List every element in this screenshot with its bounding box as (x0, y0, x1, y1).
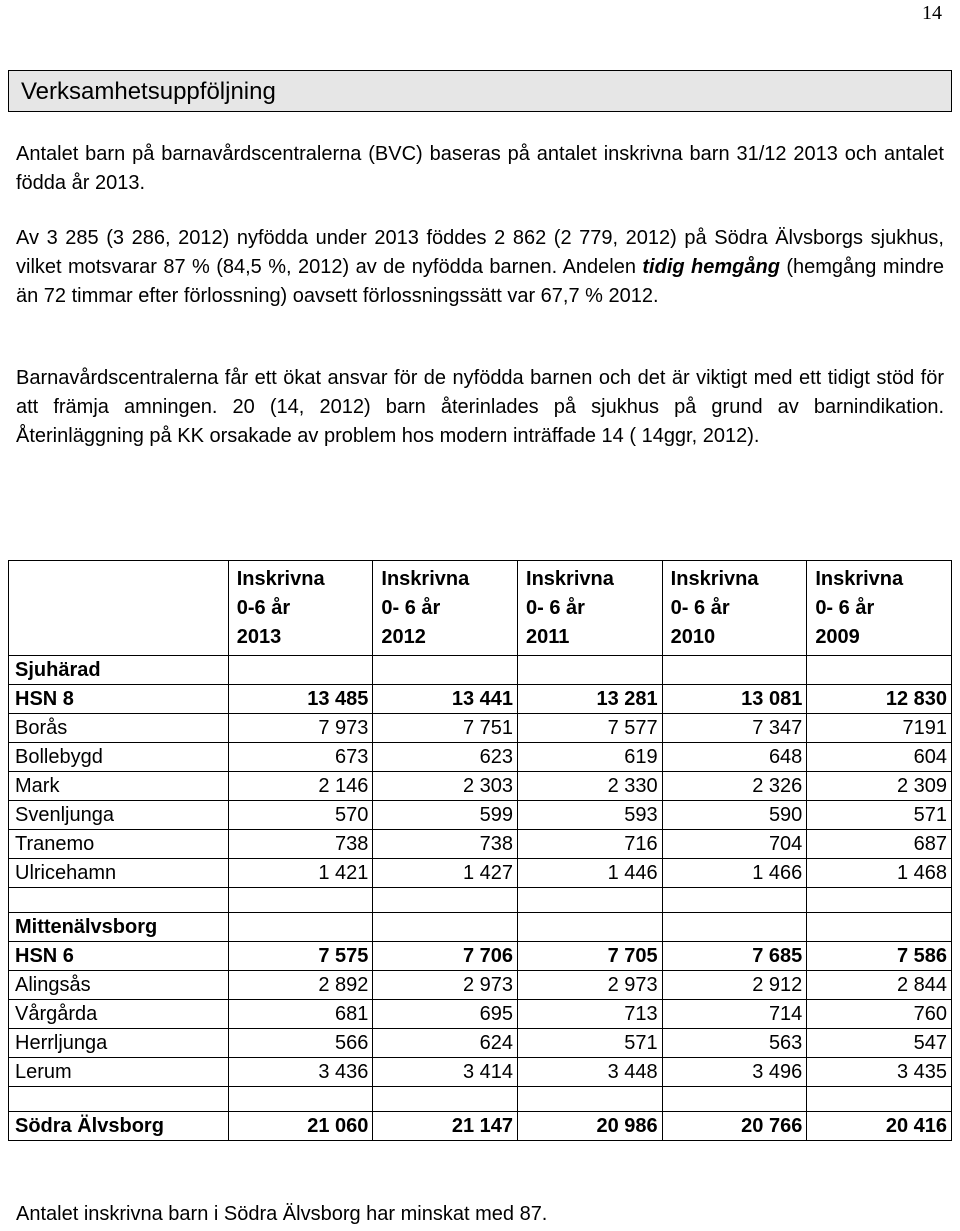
value-cell: 21 060 (228, 1112, 373, 1141)
value-cell: 13 485 (228, 685, 373, 714)
value-cell: 2 844 (807, 971, 952, 1000)
value-cell: 3 436 (228, 1058, 373, 1087)
empty-cell (662, 1087, 807, 1112)
value-cell: 1 427 (373, 859, 518, 888)
table-row (9, 1058, 952, 1087)
table-row (9, 859, 952, 888)
value-cell: 619 (518, 743, 663, 772)
value-cell: 624 (373, 1029, 518, 1058)
value-cell: 760 (807, 1000, 952, 1029)
value-cell: 7 586 (807, 942, 952, 971)
empty-cell (662, 888, 807, 913)
table-header-row (9, 561, 952, 656)
value-cell: 7 973 (228, 714, 373, 743)
enrolled-children-table (8, 560, 952, 1141)
value-cell: 547 (807, 1029, 952, 1058)
value-cell: 20 766 (662, 1112, 807, 1141)
value-cell: 7 751 (373, 714, 518, 743)
empty-cell (662, 913, 807, 942)
group-label: Sjuhärad (9, 656, 229, 685)
paragraph-newborns (16, 224, 944, 311)
value-cell: 2 303 (373, 772, 518, 801)
value-cell: 590 (662, 801, 807, 830)
value-cell: 2 973 (518, 971, 663, 1000)
table-row (9, 772, 952, 801)
row-label-cell: Svenljunga (9, 801, 229, 830)
empty-cell (228, 656, 373, 685)
value-cell: 713 (518, 1000, 663, 1029)
value-cell: 7 705 (518, 942, 663, 971)
paragraph-newborns-emphasis: tidig hemgång (642, 256, 780, 278)
value-cell: 2 973 (373, 971, 518, 1000)
empty-cell (228, 1087, 373, 1112)
row-label-cell: Lerum (9, 1058, 229, 1087)
page-number: 14 (922, 2, 942, 24)
value-cell: 7 347 (662, 714, 807, 743)
group-label: Mittenälvsborg (9, 913, 229, 942)
value-cell: 7191 (807, 714, 952, 743)
value-cell: 7 577 (518, 714, 663, 743)
value-cell: 563 (662, 1029, 807, 1058)
table-row (9, 1000, 952, 1029)
paragraph-bvc-count: Antalet barn på barnavårdscentralerna (BVC) baseras på antalet inskrivna barn 31/12 2013 och antalet födda år 2013. (16, 143, 944, 194)
value-cell: 2 309 (807, 772, 952, 801)
row-label-cell: Bollebygd (9, 743, 229, 772)
value-cell: 681 (228, 1000, 373, 1029)
value-cell: 1 468 (807, 859, 952, 888)
table-row (9, 971, 952, 1000)
value-cell: 1 446 (518, 859, 663, 888)
value-cell: 738 (228, 830, 373, 859)
value-cell: 716 (518, 830, 663, 859)
table-spacer-row (9, 1087, 952, 1112)
value-cell: 13 281 (518, 685, 663, 714)
empty-cell (373, 1087, 518, 1112)
value-cell: 714 (662, 1000, 807, 1029)
group-total-row (9, 685, 952, 714)
group-label-row (9, 656, 952, 685)
row-label-cell: Alingsås (9, 971, 229, 1000)
value-cell: 13 081 (662, 685, 807, 714)
paragraph-newborns-part2: (hemgång mindre än 72 timmar efter förlossning) oavsett förlossningssätt var 67,7 % 2012. (16, 256, 944, 307)
row-label-cell: Borås (9, 714, 229, 743)
row-label-cell: Mark (9, 772, 229, 801)
value-cell: 3 435 (807, 1058, 952, 1087)
value-cell: 623 (373, 743, 518, 772)
value-cell: 13 441 (373, 685, 518, 714)
empty-cell (9, 888, 229, 913)
row-label-cell: Herrljunga (9, 1029, 229, 1058)
table-header-2009: Inskrivna 0- 6 år 2009 (807, 561, 952, 656)
table-header-2013: Inskrivna 0-6 år 2013 (228, 561, 373, 656)
empty-cell (228, 888, 373, 913)
table-row (9, 743, 952, 772)
value-cell: 1 421 (228, 859, 373, 888)
value-cell: 566 (228, 1029, 373, 1058)
empty-cell (518, 913, 663, 942)
table-row (9, 714, 952, 743)
section-heading: Verksamhetsuppföljning (21, 78, 276, 105)
value-cell: 2 912 (662, 971, 807, 1000)
value-cell: 2 326 (662, 772, 807, 801)
value-cell: 738 (373, 830, 518, 859)
value-cell: 570 (228, 801, 373, 830)
table-header-blank (9, 561, 229, 656)
empty-cell (373, 888, 518, 913)
empty-cell (807, 913, 952, 942)
value-cell: 695 (373, 1000, 518, 1029)
value-cell: 12 830 (807, 685, 952, 714)
empty-cell (518, 656, 663, 685)
footer-note: Antalet inskrivna barn i Södra Älvsborg har minskat med 87. (16, 1203, 548, 1225)
value-cell: 21 147 (373, 1112, 518, 1141)
table-header-2011: Inskrivna 0- 6 år 2011 (518, 561, 663, 656)
value-cell: 1 466 (662, 859, 807, 888)
empty-cell (518, 888, 663, 913)
value-cell: 571 (807, 801, 952, 830)
value-cell: 704 (662, 830, 807, 859)
value-cell: 571 (518, 1029, 663, 1058)
empty-cell (373, 656, 518, 685)
group-label-row (9, 913, 952, 942)
row-label-cell: Södra Älvsborg (9, 1112, 229, 1141)
value-cell: 7 706 (373, 942, 518, 971)
section-heading-box (8, 70, 952, 112)
table-header-2012: Inskrivna 0- 6 år 2012 (373, 561, 518, 656)
value-cell: 648 (662, 743, 807, 772)
value-cell: 3 496 (662, 1058, 807, 1087)
value-cell: 687 (807, 830, 952, 859)
value-cell: 2 330 (518, 772, 663, 801)
value-cell: 673 (228, 743, 373, 772)
row-label-cell: Vårgårda (9, 1000, 229, 1029)
paragraph-bvc-responsibility: Barnavårdscentralerna får ett ökat ansvar för de nyfödda barnen och det är viktigt med ett tidigt stöd för att främja amningen. 20 (14, 2012) barn återinlades på sjukhus på grund av barnindikation. Återinläggning på KK orsakade av problem hos modern inträffade 14 ( 14ggr, 2012). (16, 367, 944, 447)
value-cell: 3 414 (373, 1058, 518, 1087)
row-label-cell: Tranemo (9, 830, 229, 859)
value-cell: 599 (373, 801, 518, 830)
grand-total-row (9, 1112, 952, 1141)
empty-cell (807, 656, 952, 685)
value-cell: 2 892 (228, 971, 373, 1000)
value-cell: 7 575 (228, 942, 373, 971)
empty-cell (9, 1087, 229, 1112)
empty-cell (807, 888, 952, 913)
empty-cell (807, 1087, 952, 1112)
row-label-cell: Ulricehamn (9, 859, 229, 888)
group-total-row (9, 942, 952, 971)
value-cell: 2 146 (228, 772, 373, 801)
value-cell: 3 448 (518, 1058, 663, 1087)
empty-cell (662, 656, 807, 685)
table-header-2010: Inskrivna 0- 6 år 2010 (662, 561, 807, 656)
table-row (9, 830, 952, 859)
value-cell: 604 (807, 743, 952, 772)
value-cell: 20 416 (807, 1112, 952, 1141)
paragraph-newborns-part1: Av 3 285 (3 286, 2012) nyfödda under 2013 föddes 2 862 (2 779, 2012) på Södra Älvsborgs sjukhus, vilket motsvarar 87 % (84,5 %, 2012) av de nyfödda barnen. Andelen (16, 227, 944, 278)
value-cell: 7 685 (662, 942, 807, 971)
table-row (9, 801, 952, 830)
value-cell: 20 986 (518, 1112, 663, 1141)
empty-cell (228, 913, 373, 942)
empty-cell (518, 1087, 663, 1112)
row-label-cell: HSN 8 (9, 685, 229, 714)
empty-cell (373, 913, 518, 942)
table-row (9, 1029, 952, 1058)
table-spacer-row (9, 888, 952, 913)
row-label-cell: HSN 6 (9, 942, 229, 971)
value-cell: 593 (518, 801, 663, 830)
